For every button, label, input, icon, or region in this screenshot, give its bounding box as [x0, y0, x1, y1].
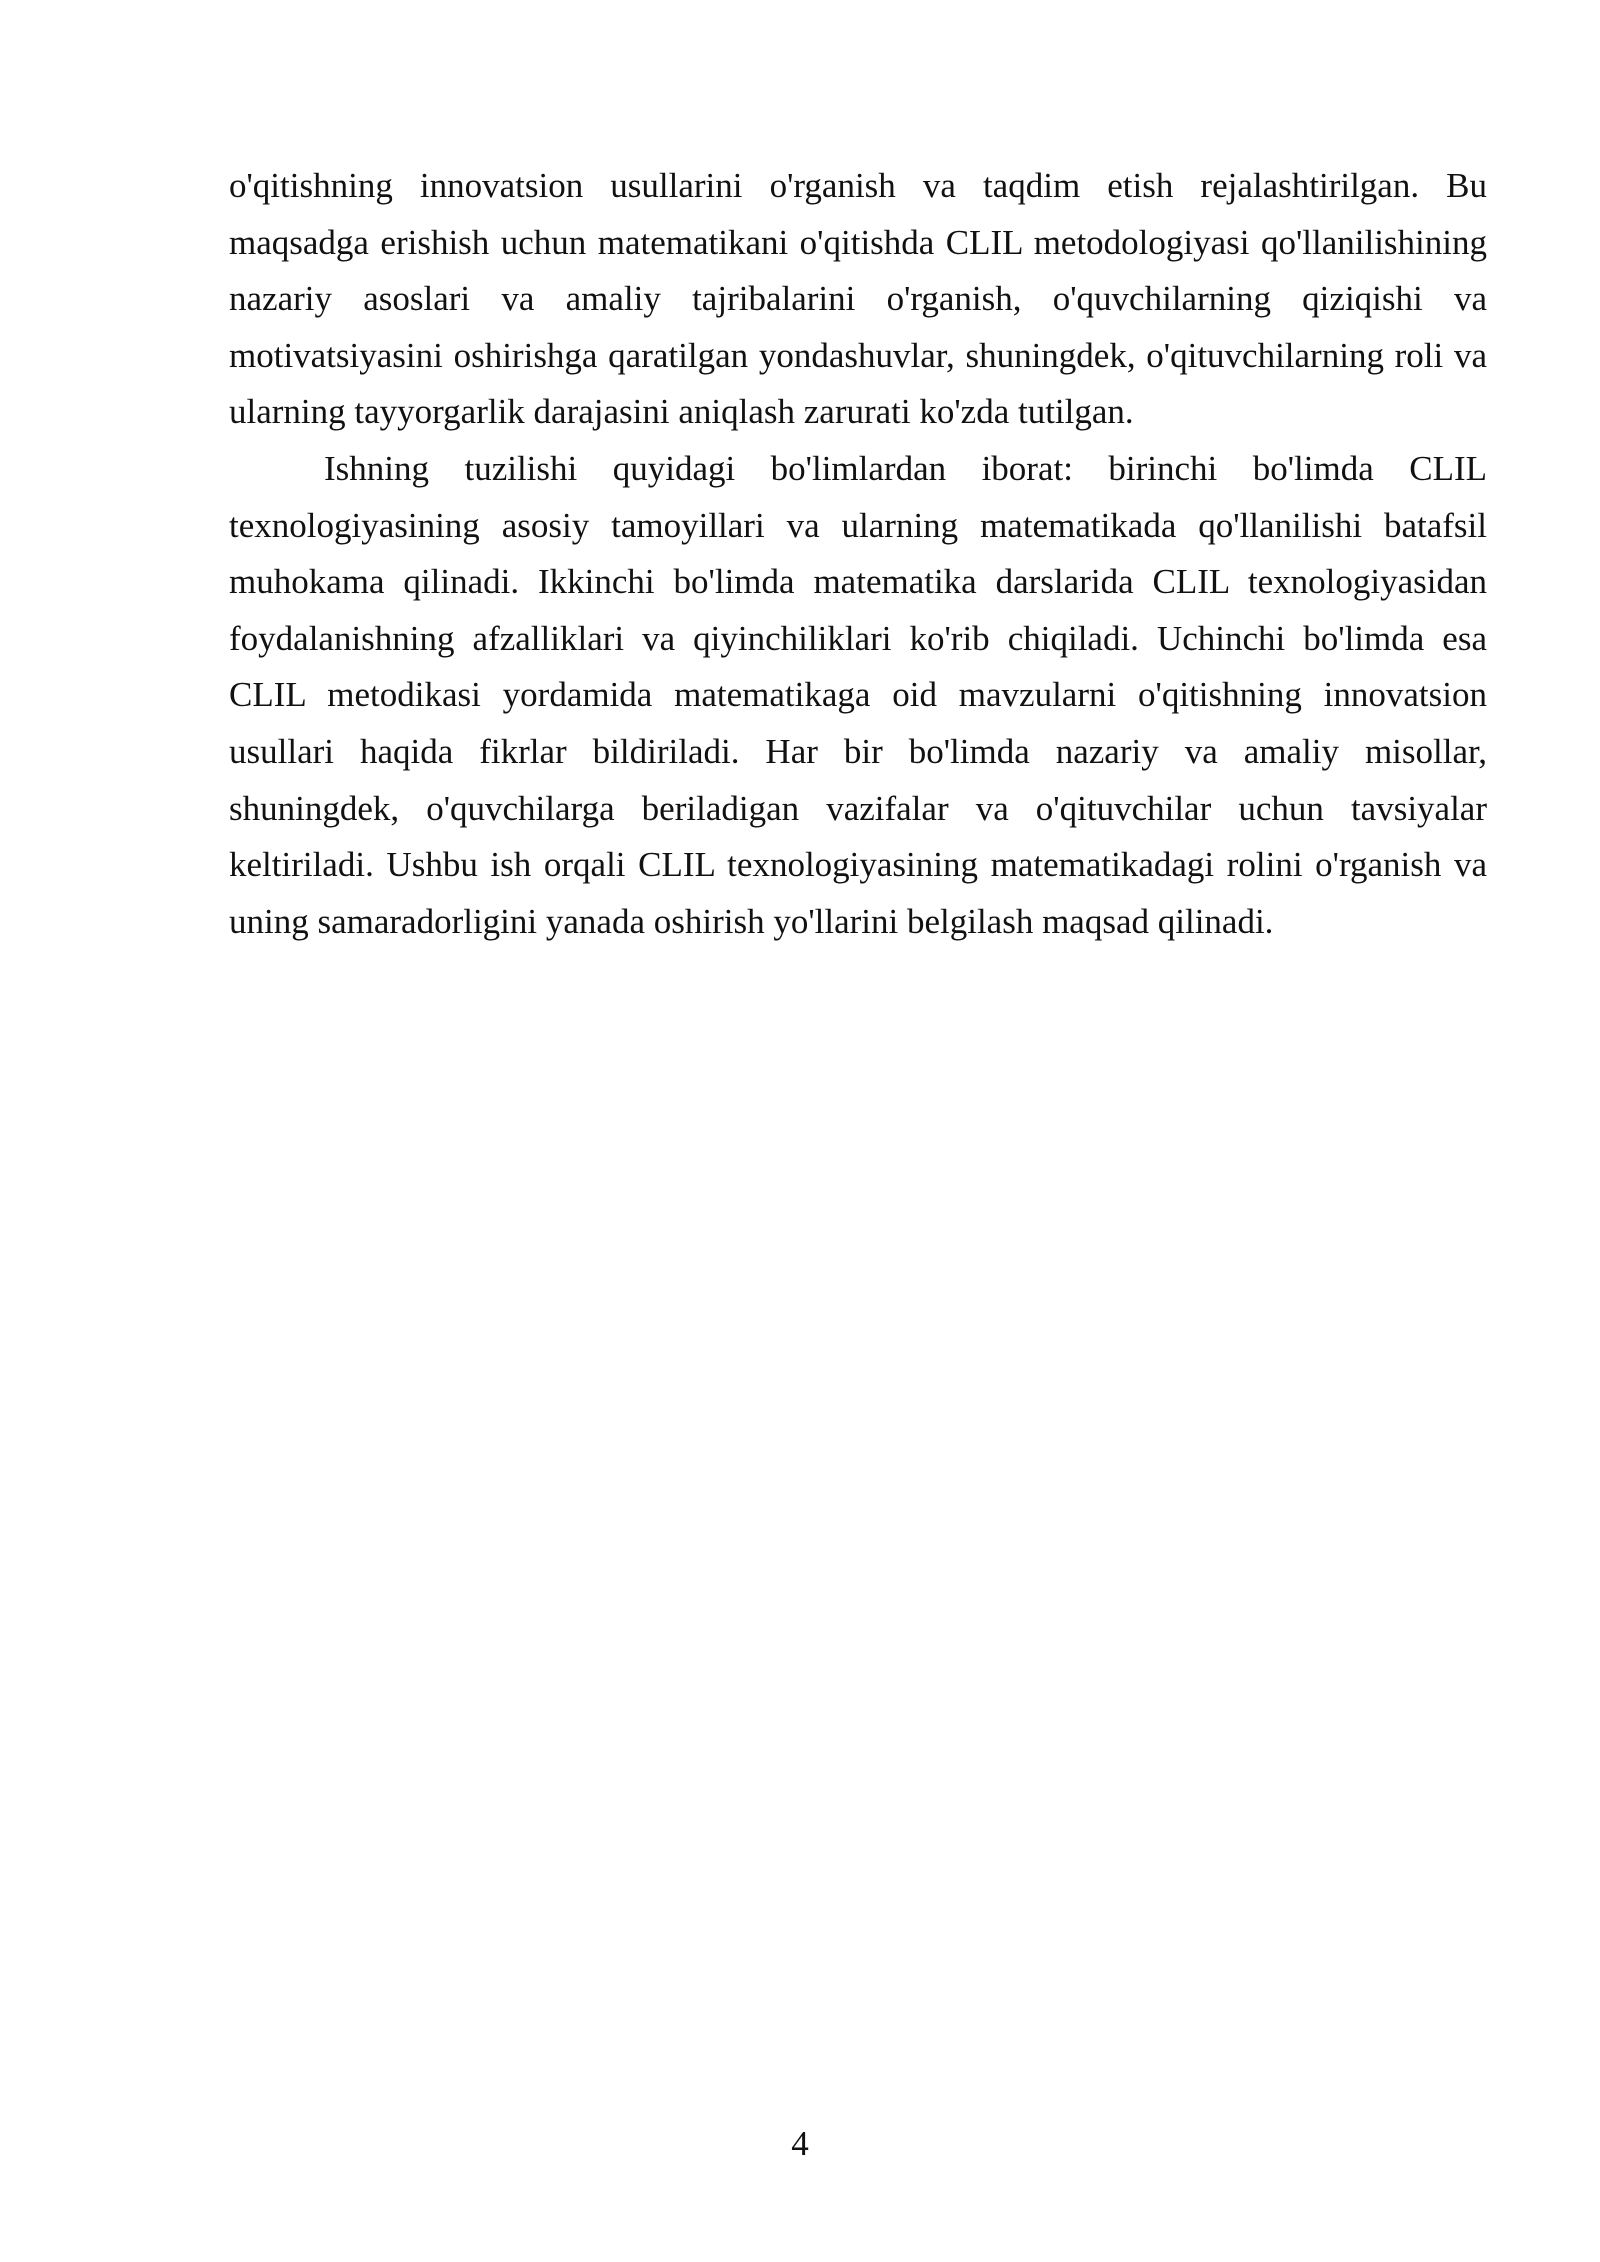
body-text [229, 158, 1487, 950]
paragraph-continuation: o'qitishning innovatsion usullarini o'rganish va taqdim etish rejalashtirilgan. Bu maqsadga erishish uchun matematikani o'qitishda CLIL metodologiyasi qo'llanilishining nazariy asoslari va amaliy tajribalarini o'rganish, o'quvchilarning qiziqishi va motivatsiyasini oshirishga qaratilgan yondashuvlar, shuningdek, o'qituvchilarning roli va ularning tayyorgarlik darajasini aniqlash zarurati ko'zda tutilgan. [229, 166, 1487, 432]
page-number: 4 [791, 2124, 809, 2163]
paragraph-structure: Ishning tuzilishi quyidagi bo'limlardan iborat: birinchi bo'limda CLIL texnologiyasining asosiy tamoyillari va ularning matematikada qo'llanilishi batafsil muhokama qilinadi. Ikkinchi bo'limda matematika darslarida CLIL texnologiyasidan foydalanishning afzalliklari va qiyinchiliklari ko'rib chiqiladi. Uchinchi bo'limda esa CLIL metodikasi yordamida matematikaga oid mavzularni o'qitishning innovatsion usullari haqida fikrlar bildiriladi. Har bir bo'limda nazariy va amaliy misollar, shuningdek, o'quvchilarga beriladigan vazifalar va o'qituvchilar uchun tavsiyalar keltiriladi. Ushbu ish orqali CLIL texnologiyasining matematikadagi rolini o'rganish va uning samaradorligini yanada oshirish yo'llarini belgilash maqsad qilinadi. [229, 448, 1487, 941]
